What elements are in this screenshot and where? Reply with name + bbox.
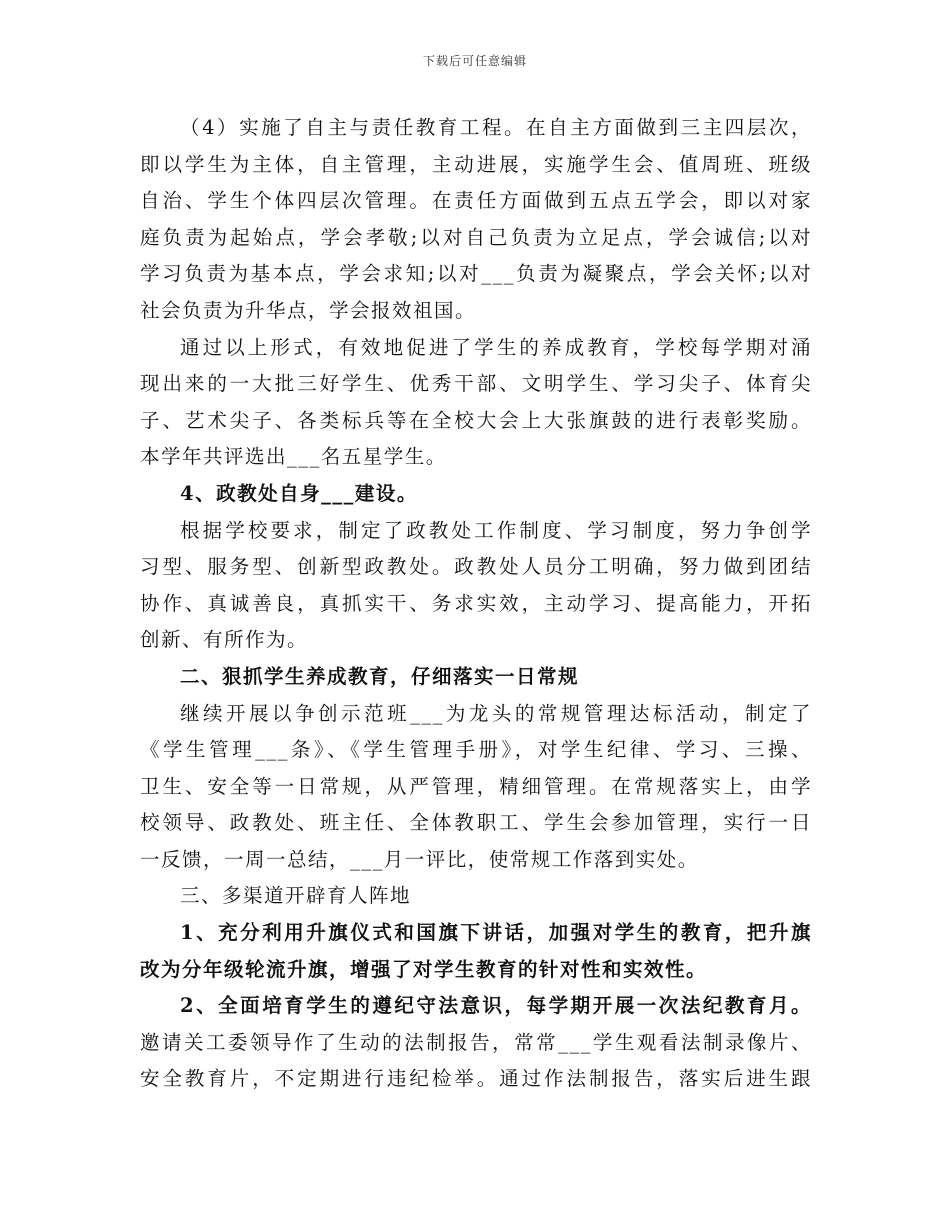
text-line: 2、全面培育学生的遵纪守法意识，每学期开展一次法纪教育月。: [180, 994, 812, 1018]
text-line: 二、狠抓学生养成教育，仔细落实一日常规: [180, 664, 580, 688]
text-line: 1、充分利用升旗仪式和国旗下讲话，加强对学生的教育，把升旗: [180, 921, 812, 945]
text-line: 自治、学生个体四层次管理。在责任方面做到五点五学会，即以对家: [140, 189, 812, 213]
text-line: 一反馈，一周一总结，___月一评比，使常规工作落到实处。: [140, 847, 699, 871]
text-line: 《学生管理___条》、《学生管理手册》，对学生纪律、学习、三操、: [140, 738, 812, 762]
text-line: 社会负责为升华点，学会报效祖国。: [140, 298, 477, 322]
text-line: 改为分年级轮流升旗，增强了对学生教育的针对性和实效性。: [140, 957, 708, 981]
text-line: 本学年共评选出___名五星学生。: [140, 445, 447, 469]
text-line: 即以学生为主体，自主管理，主动进展，实施学生会、值周班、班级: [140, 152, 812, 176]
text-line: 继续开展以争创示范班___为龙头的常规管理达标活动，制定了: [180, 701, 812, 725]
text-line: 协作、真诚善良，真抓实干、务求实效，主动学习、提高能力，开拓: [140, 591, 812, 615]
text-line: 三、多渠道开辟育人阵地: [180, 884, 412, 908]
text-line: 卫生、安全等一日常规，从严管理，精细管理。在常规落实上，由学: [140, 774, 812, 798]
text-line: 学习负责为基本点，学会求知;以对___负责为凝聚点，学会关怀;以对: [140, 262, 812, 286]
text-line: 安全教育片，不定期进行违纪检举。通过作法制报告，落实后进生跟: [140, 1067, 812, 1091]
text-line: 庭负责为起始点，学会孝敬;以对自己负责为立足点，学会诚信;以对: [140, 225, 812, 249]
text-line: 通过以上形式，有效地促进了学生的养成教育，学校每学期对涌: [180, 335, 812, 359]
text-line: 现出来的一大批三好学生、优秀干部、文明学生、学习尖子、体育尖: [140, 372, 812, 396]
text-line: 根据学校要求，制定了政教处工作制度、学习制度，努力争创学: [180, 518, 812, 542]
page-header: 下载后可任意编辑: [422, 54, 527, 68]
text-line: （4）实施了自主与责任教育工程。在自主方面做到三主四层次，: [180, 116, 812, 139]
text-line: 4、政教处自身___建设。: [180, 481, 418, 505]
text-line: 习型、服务型、创新型政教处。政教处人员分工明确，努力做到团结: [140, 555, 812, 579]
text-line: 邀请关工委领导作了生动的法制报告，常常___学生观看法制录像片、: [140, 1030, 812, 1054]
document-body: [140, 110, 812, 1098]
text-line: 校领导、政教处、班主任、全体教职工、学生会参加管理，实行一日: [140, 811, 812, 835]
text-line: 创新、有所作为。: [140, 628, 309, 652]
text-line: 子、艺术尖子、各类标兵等在全校大会上大张旗鼓的进行表彰奖励。: [140, 408, 812, 432]
